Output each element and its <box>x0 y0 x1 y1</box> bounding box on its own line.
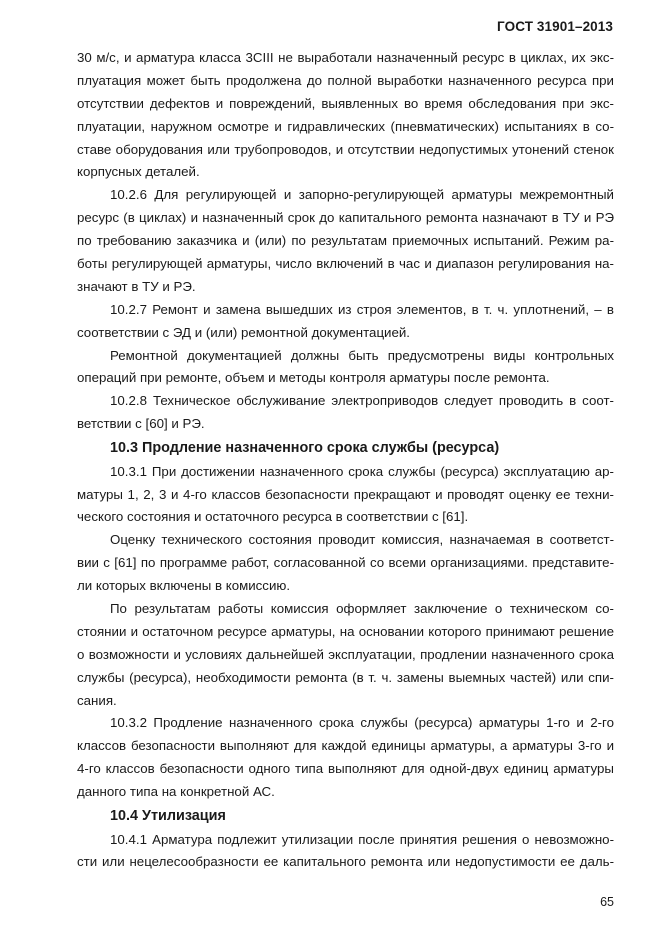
text-line: боты регулирующей арматуры, число включений в час и диапазон регулирования на- <box>77 256 614 272</box>
text-line: данного типа на конкретной АС. <box>77 784 275 800</box>
text-line: сти или нецелесообразности ее капитального ремонта или недопустимости ее даль- <box>77 854 614 870</box>
page-number: 65 <box>600 895 614 909</box>
page-header-standard: ГОСТ 31901–2013 <box>497 19 613 34</box>
text-line: по требованию заказчика и (или) по результатам приемочных испытаний. Режим ра- <box>77 233 614 249</box>
section-heading: 10.4 Утилизация <box>110 808 226 824</box>
text-line: матуры 1, 2, 3 и 4-го классов безопасности прекращают и проводят оценку ее техни- <box>77 486 614 502</box>
text-line: службы (ресурса), необходимости ремонта (в т. ч. замены выемных частей) или спи- <box>77 669 614 685</box>
text-line: ветствии с [60] и РЭ. <box>77 416 205 432</box>
text-line: отсутствии дефектов и повреждений, выявленных во время обследования при экс- <box>77 95 614 111</box>
text-line: классов безопасности выполняют для каждой единицы арматуры, а арматуры 3-го и <box>77 738 614 754</box>
text-line: 10.3.1 При достижении назначенного срока службы (ресурса) эксплуатацию ар- <box>110 463 614 479</box>
text-line: 10.2.8 Техническое обслуживание электроприводов следует проводить в соот- <box>110 393 614 409</box>
text-line: 30 м/с, и арматура класса 3СIII не выработали назначенный ресурс в циклах, их экс- <box>77 50 614 65</box>
text-line: Оценку технического состояния проводит комиссия, назначаемая в соответст- <box>110 532 614 548</box>
text-line: 10.3.2 Продление назначенного срока службы (ресурса) арматуры 1-го и 2-го <box>110 715 614 731</box>
text-line: 10.4.1 Арматура подлежит утилизации после принятия решения о невозможно- <box>110 831 614 847</box>
text-line: ческого состояния и остаточного ресурса в соответствии с [61]. <box>77 509 469 525</box>
text-line: о возможности и условиях дальнейшей эксплуатации, продлении назначенного срока <box>77 646 614 662</box>
text-line: ли которых включены в комиссию. <box>77 578 291 594</box>
text-line: 10.2.6 Для регулирующей и запорно-регулирующей арматуры межремонтный <box>110 187 614 203</box>
text-line: 10.2.7 Ремонт и замена вышедших из строя элементов, в т. ч. уплотнений, – в <box>110 301 614 317</box>
section-heading: 10.3 Продление назначенного срока службы (ресурса) <box>110 440 500 457</box>
text-line: операций при ремонте, объем и методы контроля арматуры после ремонта. <box>77 370 550 386</box>
text-line: сания. <box>77 692 117 708</box>
text-line: ставе оборудования или трубопроводов, и отсутствии недопустимых утонений стенок <box>77 141 614 157</box>
text-line: значают в ТУ и РЭ. <box>77 278 196 294</box>
text-line: плуатации, наружном осмотре и гидравлических (пневматических) испытаниях в со- <box>77 118 614 134</box>
text-line: 4-го классов безопасности одного типа выполняют для одной-двух единиц арматуры <box>77 761 614 777</box>
text-line: ресурс (в циклах) и назначенный срок до капитального ремонта назначают в ТУ и РЭ <box>77 210 614 226</box>
text-line: плуатация может быть продолжена до полной выработки назначенного ресурса при <box>77 72 614 88</box>
text-line: соответствии с ЭД и (или) ремонтной документацией. <box>77 324 411 340</box>
text-line: Ремонтной документацией должны быть предусмотрены виды контрольных <box>110 347 614 363</box>
document-body <box>77 47 614 874</box>
text-line: корпусных деталей. <box>77 164 200 180</box>
text-line: стоянии и остаточном ресурсе арматуры, на основании которого принимают решение <box>77 623 614 639</box>
text-line: По результатам работы комиссия оформляет заключение о техническом со- <box>110 600 614 616</box>
text-line: вии с [61] по программе работ, согласованной со всеми организациями. представите- <box>77 555 614 571</box>
